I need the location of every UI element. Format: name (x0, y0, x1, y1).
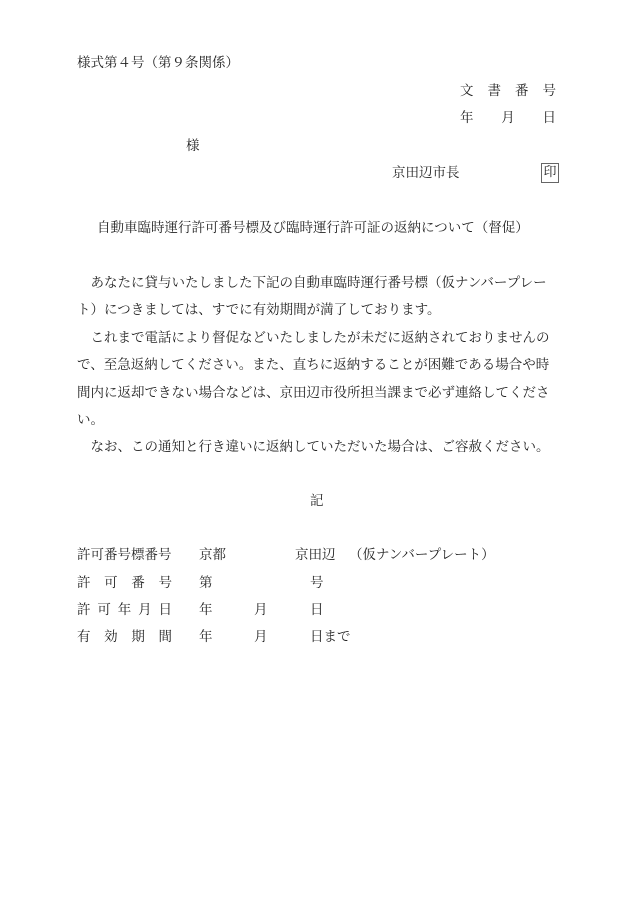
document-title: 自動車臨時運行許可番号標及び臨時運行許可証の返納について（督促） (97, 220, 529, 236)
record-heading: 記 (310, 493, 324, 509)
validity-day-until: 日まで (310, 629, 351, 645)
validity-month: 月 (254, 629, 268, 645)
body-line: で、至急返納してください。また、直ちに返納することが困難である場合や時 (77, 357, 550, 373)
plate-note: （仮ナンバープレート） (349, 547, 495, 563)
doc-number-char: 文 (460, 83, 474, 99)
label-char: 号 (158, 575, 172, 591)
permit-date-label (77, 601, 172, 619)
label-char: 月 (138, 602, 152, 618)
body-line: これまで電話により督促などいたしましたが未だに返納されておりませんの (77, 330, 550, 346)
doc-number-char: 番 (515, 83, 529, 99)
label-char: 許 (77, 575, 91, 591)
label-char: 効 (104, 629, 118, 645)
permit-date-year: 年 (199, 602, 213, 618)
validity-year: 年 (199, 629, 213, 645)
date-year: 年 (460, 110, 474, 126)
label-char: 期 (131, 629, 145, 645)
label-char: 間 (158, 629, 172, 645)
date-label (460, 109, 556, 127)
doc-number-char: 書 (487, 83, 501, 99)
date-day: 日 (542, 110, 556, 126)
label-char: 許 (77, 602, 91, 618)
label-char: 可 (104, 575, 118, 591)
plate-city: 京田辺 (295, 547, 336, 563)
body-line: 間内に返却できない場合などは、京田辺市役所担当課まで必ず連絡してくださ (77, 385, 550, 401)
addressee-suffix: 様 (186, 138, 200, 154)
sender-name: 京田辺市長 (392, 165, 460, 181)
permit-number-label (77, 574, 172, 592)
seal-mark: 印 (541, 163, 559, 183)
label-char: 有 (77, 629, 91, 645)
body-line: ト）につきましては、すでに有効期間が満了しております。 (77, 302, 441, 318)
label-char: 可 (97, 602, 111, 618)
validity-period-label (77, 628, 172, 646)
label-char: 日 (158, 602, 172, 618)
body-line: い。 (77, 412, 104, 428)
plate-prefecture: 京都 (199, 547, 226, 563)
form-number: 様式第４号（第９条関係） (77, 55, 239, 71)
permit-date-month: 月 (254, 602, 268, 618)
label-char: 年 (117, 602, 132, 618)
body-line: あなたに貸与いたしました下記の自動車臨時運行番号標（仮ナンバープレー (77, 275, 547, 291)
document-number-label (460, 82, 556, 100)
doc-number-char: 号 (542, 83, 556, 99)
label-char: 番 (131, 575, 145, 591)
date-month: 月 (501, 110, 515, 126)
body-line: なお、この通知と行き違いに返納していただいた場合は、ご容赦ください。 (77, 439, 550, 455)
permit-date-day: 日 (310, 602, 324, 618)
permit-number-prefix: 第 (199, 575, 213, 591)
plate-number-label: 許可番号標番号 (77, 547, 172, 563)
permit-number-suffix: 号 (310, 575, 324, 591)
